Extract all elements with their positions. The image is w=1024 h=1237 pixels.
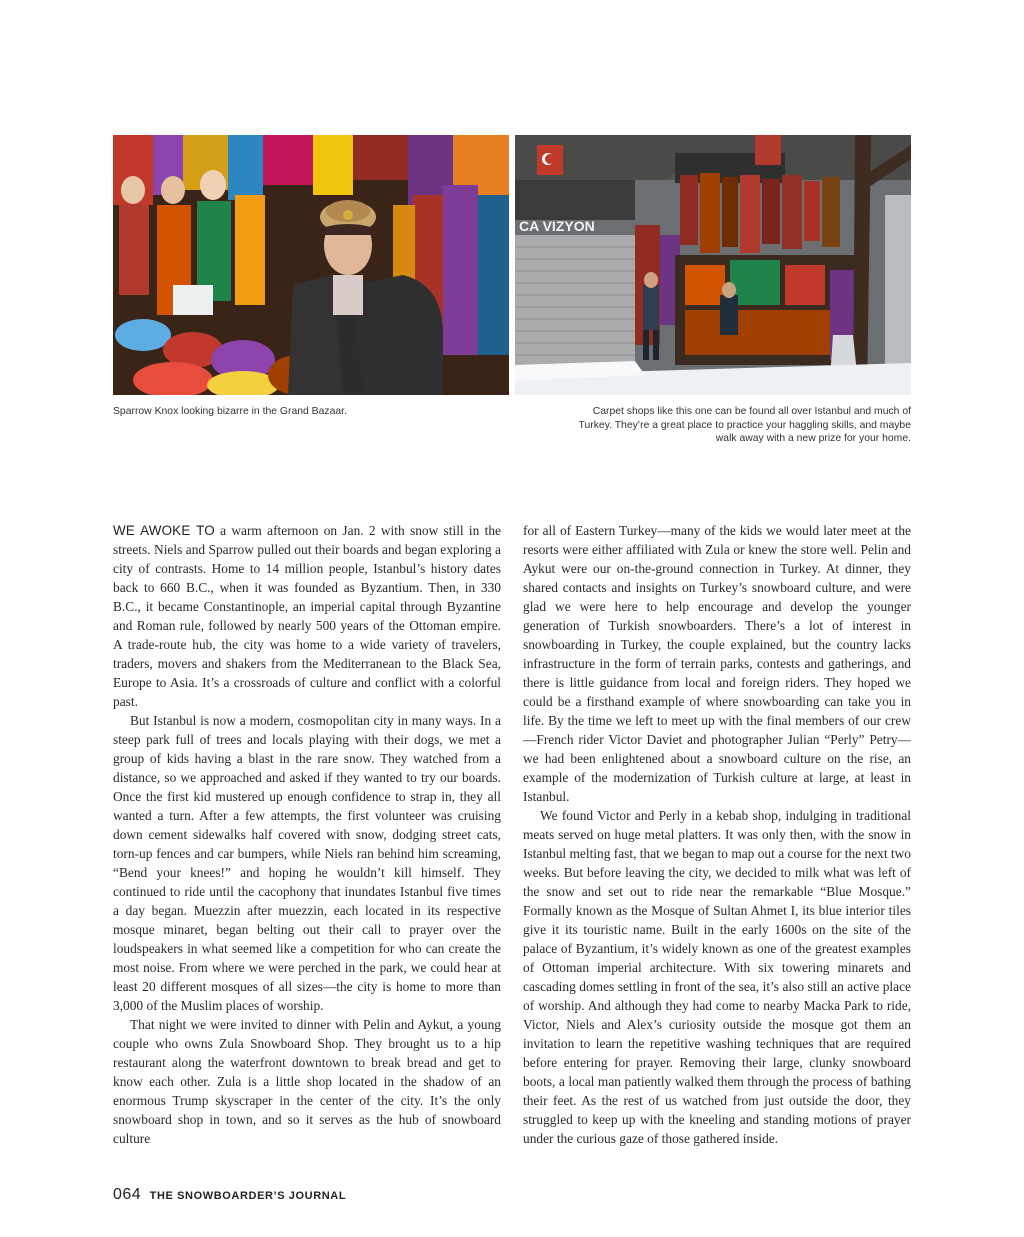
article-paragraph: [113, 521, 501, 711]
paragraph-text: a warm afternoon on Jan. 2 with snow still in the streets. Niels and Sparrow pulled out their boards and began exploring a city of contrasts. Home to 14 million people, Istanbul’s history dates back to 660 B.C., when it was founded as Byzantium. Then, in 330 B.C., it became Constantinople, an imperial capital through Byzantine and Roman rule, followed by nearly 500 years of the Ottoman empire. A trade-route hub, the city was home to a wide variety of travelers, traders, movers and shakers from the Mediterranean to the Black Sea, Europe to Asia. It’s a crossroads of culture and conflict with a colorful past.: [113, 523, 501, 709]
page-footer: [113, 1186, 346, 1204]
photo-caption-right: Carpet shops like this one can be found all over Istanbul and much of Turkey. They’re a great place to practice your haggling skills, and maybe walk away with a new prize for your home.: [578, 406, 911, 445]
article-paragraph: But Istanbul is now a modern, cosmopolitan city in many ways. In a steep park full of trees and locals playing with their dogs, we met a group of kids having a blast in the rare snow. They watched from a distance, so we approached and asked if they wanted to try our boards. Once the first kid mustered up enough confidence to strap in, they all wanted a turn. After a few attempts, the first volunteer was cruising down cement sidewalks half covered with snow, dodging street cats, torn-up fences and car bumpers, while Niels ran behind him screaming, “Bend your knees!” and hoping he wouldn’t kill himself. They continued to ride until the cacophony that inundates Istanbul five times a day began. Muezzin after muezzin, each located in its respective mosque minaret, began belting out their call to prayer over the loudspeakers in what seemed like a competition for who can create the most noise. From where we were perched in the park, we could hear at least 20 different mosques of all sizes—the city is home to more than 3,000 of the Muslim places of worship.: [113, 713, 501, 1013]
article-column-right: [523, 521, 911, 1148]
article-paragraph: That night we were invited to dinner with Pelin and Aykut, a young couple who owns Zula Snowboard Shop. They brought us to a hip restaurant along the waterfront downtown to break bread and get to know each other. Zula is a little shop located in the shadow of an enormous Trump skyscraper in the center of the city. It’s the only snowboard shop in town, and so it serves as the hub of snowboard culture: [113, 1017, 501, 1146]
photo-grand-bazaar: [113, 135, 509, 395]
article-paragraph: for all of Eastern Turkey—many of the kids we would later meet at the resorts were either affiliated with Zula or knew the store well. Pelin and Aykut were our on-the-ground connection in Turkey. At dinner, they shared contacts and insights on Turkey’s snowboard culture, and were glad we were here to help encourage and develop the younger generation of Turkish snowboarders. There’s a lot of interest in snowboarding in Turkey, the couple explained, but the country lacks infrastructure in the form of terrain parks, contests and gatherings, and there is little guidance from local and foreign riders. They hoped we could be a firsthand example of where snowboarding can take you in life. By the time we left to meet up with the final members of our crew—French rider Victor Daviet and photographer Julian “Perly” Petry—we had been enlightened about a snowboard culture on the rise, an example of the modernization of Turkish culture at large, at least in Istanbul.: [523, 523, 911, 804]
lead-in: WE AWOKE TO: [113, 523, 215, 538]
article-paragraph: We found Victor and Perly in a kebab shop, indulging in traditional meats served on huge metal platters. It was only then, with the snow in Istanbul melting fast, that we began to map out a course for the next two weeks. But before leaving the city, we decided to milk what was left of the snow and set out to ride near the remarkable “Blue Mosque.” Formally known as the Mosque of Sultan Ahmet I, its blue interior tiles give it its touristic name. Built in the early 1600s on the site of the palace of Byzantium, it’s widely known as one of the greatest examples of Ottoman imperial architecture. With six towering minarets and cascading domes settling in front of the sea, it’s also still an active place of worship. And although they had come to nearby Macka Park to ride, Victor, Niels and Alex’s curiosity outside the mosque got them an invitation to learn the repetitive washing techniques that are required before entering for prayer. Removing their large, clunky snowboard boots, a local man patiently walked them through the process of bathing their feet. As the rest of us watched from just outside the door, they struggled to keep up with the kneeling and standing motions of prayer under the curious gaze of those gathered inside.: [523, 808, 911, 1146]
photo-caption-left: Sparrow Knox looking bizarre in the Grand Bazaar.: [113, 406, 347, 417]
article-column-left: [113, 521, 501, 1148]
page-number: 064: [113, 1186, 142, 1203]
magazine-name: THE SNOWBOARDER’S JOURNAL: [149, 1190, 347, 1202]
storefront-sign: CA VIZYON: [519, 218, 595, 234]
photo-carpet-shop: [515, 135, 911, 395]
